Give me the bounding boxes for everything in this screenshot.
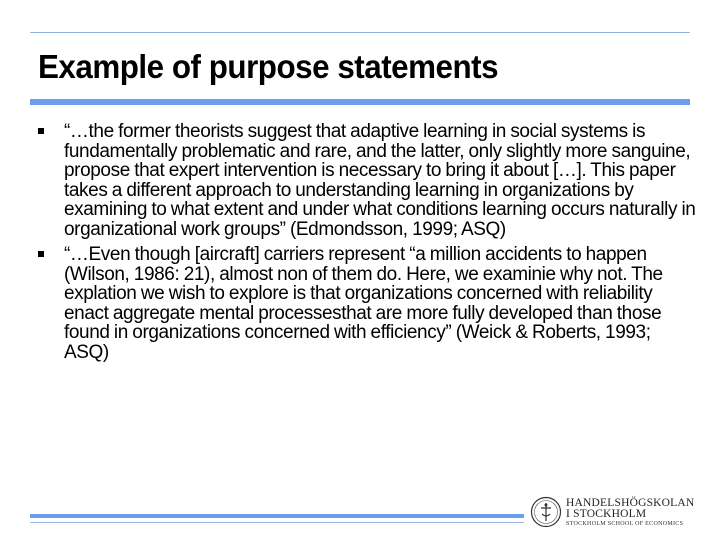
school-seal-icon xyxy=(530,496,562,528)
footer-rule xyxy=(30,522,524,523)
title-underline-bar xyxy=(30,99,690,105)
logo-wordmark xyxy=(566,498,694,528)
square-bullet-icon xyxy=(38,251,44,257)
bullet-text: “…Even though [aircraft] carriers represent “a million accidents to happen (Wilson, 1986: 21), almost non of them do. Here, we examinie why not. The explation we wish to explore is that organizations concerned with reliability enact aggregate mental processesthat are more fully developed than those found in organizations concerned with efficiency” (Weick & Roberts, 1993; ASQ) xyxy=(64,244,663,363)
school-logo xyxy=(530,496,695,532)
logo-line-3: STOCKHOLM SCHOOL OF ECONOMICS xyxy=(566,521,684,527)
slide-title: Example of purpose statements xyxy=(38,48,499,85)
top-divider xyxy=(30,32,690,33)
logo-line-2: I STOCKHOLM xyxy=(566,508,647,520)
bullet-text: “…the former theorists suggest that adaptive learning in social systems is fundamentally problematic and rare, and the latter, only slightly more sanguine, propose that expert intervention is necessary to bring it about […]. This paper takes a different approach to understanding learning in organizations by examining to what extent and under what conditions learning occurs naturally in organizational work groups” (Edmondsson, 1999; ASQ) xyxy=(64,121,696,240)
bullet-item xyxy=(38,245,698,362)
slide-content xyxy=(38,122,698,368)
square-bullet-icon xyxy=(38,128,44,134)
footer-bar xyxy=(30,514,524,518)
bullet-item xyxy=(38,122,698,239)
logo-line-1: HANDELSHÖGSKOLAN xyxy=(566,497,695,509)
